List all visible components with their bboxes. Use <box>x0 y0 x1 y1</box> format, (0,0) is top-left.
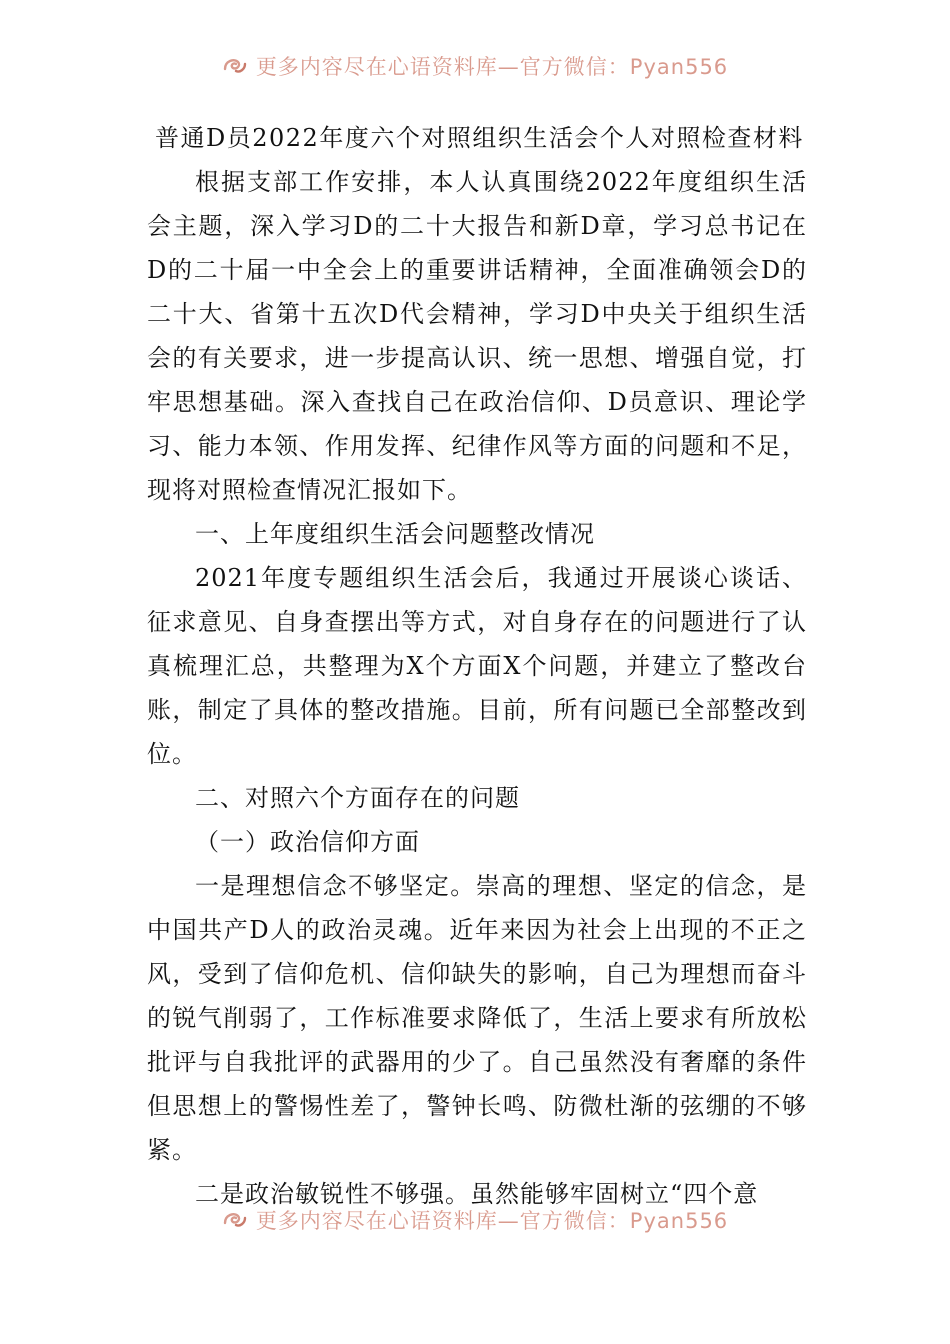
intro-paragraph: 根据支部工作安排，本人认真围绕2022年度组织生活会主题，深入学习D的二十大报告和新D章，学习总书记在D的二十届一中全会上的重要讲话精神，全面准确领会D的二十大、省第十五次D代会精神，学习D中央关于组织生活会的有关要求，进一步提高认识、统一思想、增强自觉，打牢思想基础。深入查找自己在政治信仰、D员意识、理论学习、能力本领、作用发挥、纪律作风等方面的问题和不足，现将对照检查情况汇报如下。 <box>147 168 807 504</box>
watermark-text: 更多内容尽在心语资料库—官方微信：Pyan556 <box>255 1209 729 1233</box>
subsection-1-heading: （一）政治信仰方面 <box>195 828 420 856</box>
swirl-logo-icon <box>222 55 248 77</box>
point-2-paragraph: 二是政治敏锐性不够强。虽然能够牢固树立“四个意 <box>195 1180 759 1208</box>
swirl-logo-icon <box>222 1209 248 1231</box>
watermark-text: 更多内容尽在心语资料库—官方微信：Pyan556 <box>255 55 729 79</box>
section-2-heading: 二、对照六个方面存在的问题 <box>195 784 520 812</box>
point-1-paragraph: 一是理想信念不够坚定。崇高的理想、坚定的信念，是中国共产D人的政治灵魂。近年来因为社会上出现的不正之风，受到了信仰危机、信仰缺失的影响，自己为理想而奋斗的锐气削弱了，工作标准要求降低了，生活上要求有所放松批评与自我批评的武器用的少了。自己虽然没有奢靡的条件但思想上的警惕性差了，警钟长鸣、防微杜渐的弦绷的不够紧。 <box>147 872 807 1164</box>
document-title: 普通D员2022年度六个对照组织生活会个人对照检查材料 <box>155 124 804 152</box>
section-1-body: 2021年度专题组织生活会后，我通过开展谈心谈话、征求意见、自身查摆出等方式，对自身存在的问题进行了认真梳理汇总，共整理为X个方面X个问题，并建立了整改台账，制定了具体的整改措施。目前，所有问题已全部整改到位。 <box>147 564 807 768</box>
section-1-heading: 一、上年度组织生活会问题整改情况 <box>195 520 595 548</box>
watermark-footer <box>0 1206 950 1234</box>
document-body <box>147 116 807 1216</box>
watermark-header <box>0 52 950 80</box>
